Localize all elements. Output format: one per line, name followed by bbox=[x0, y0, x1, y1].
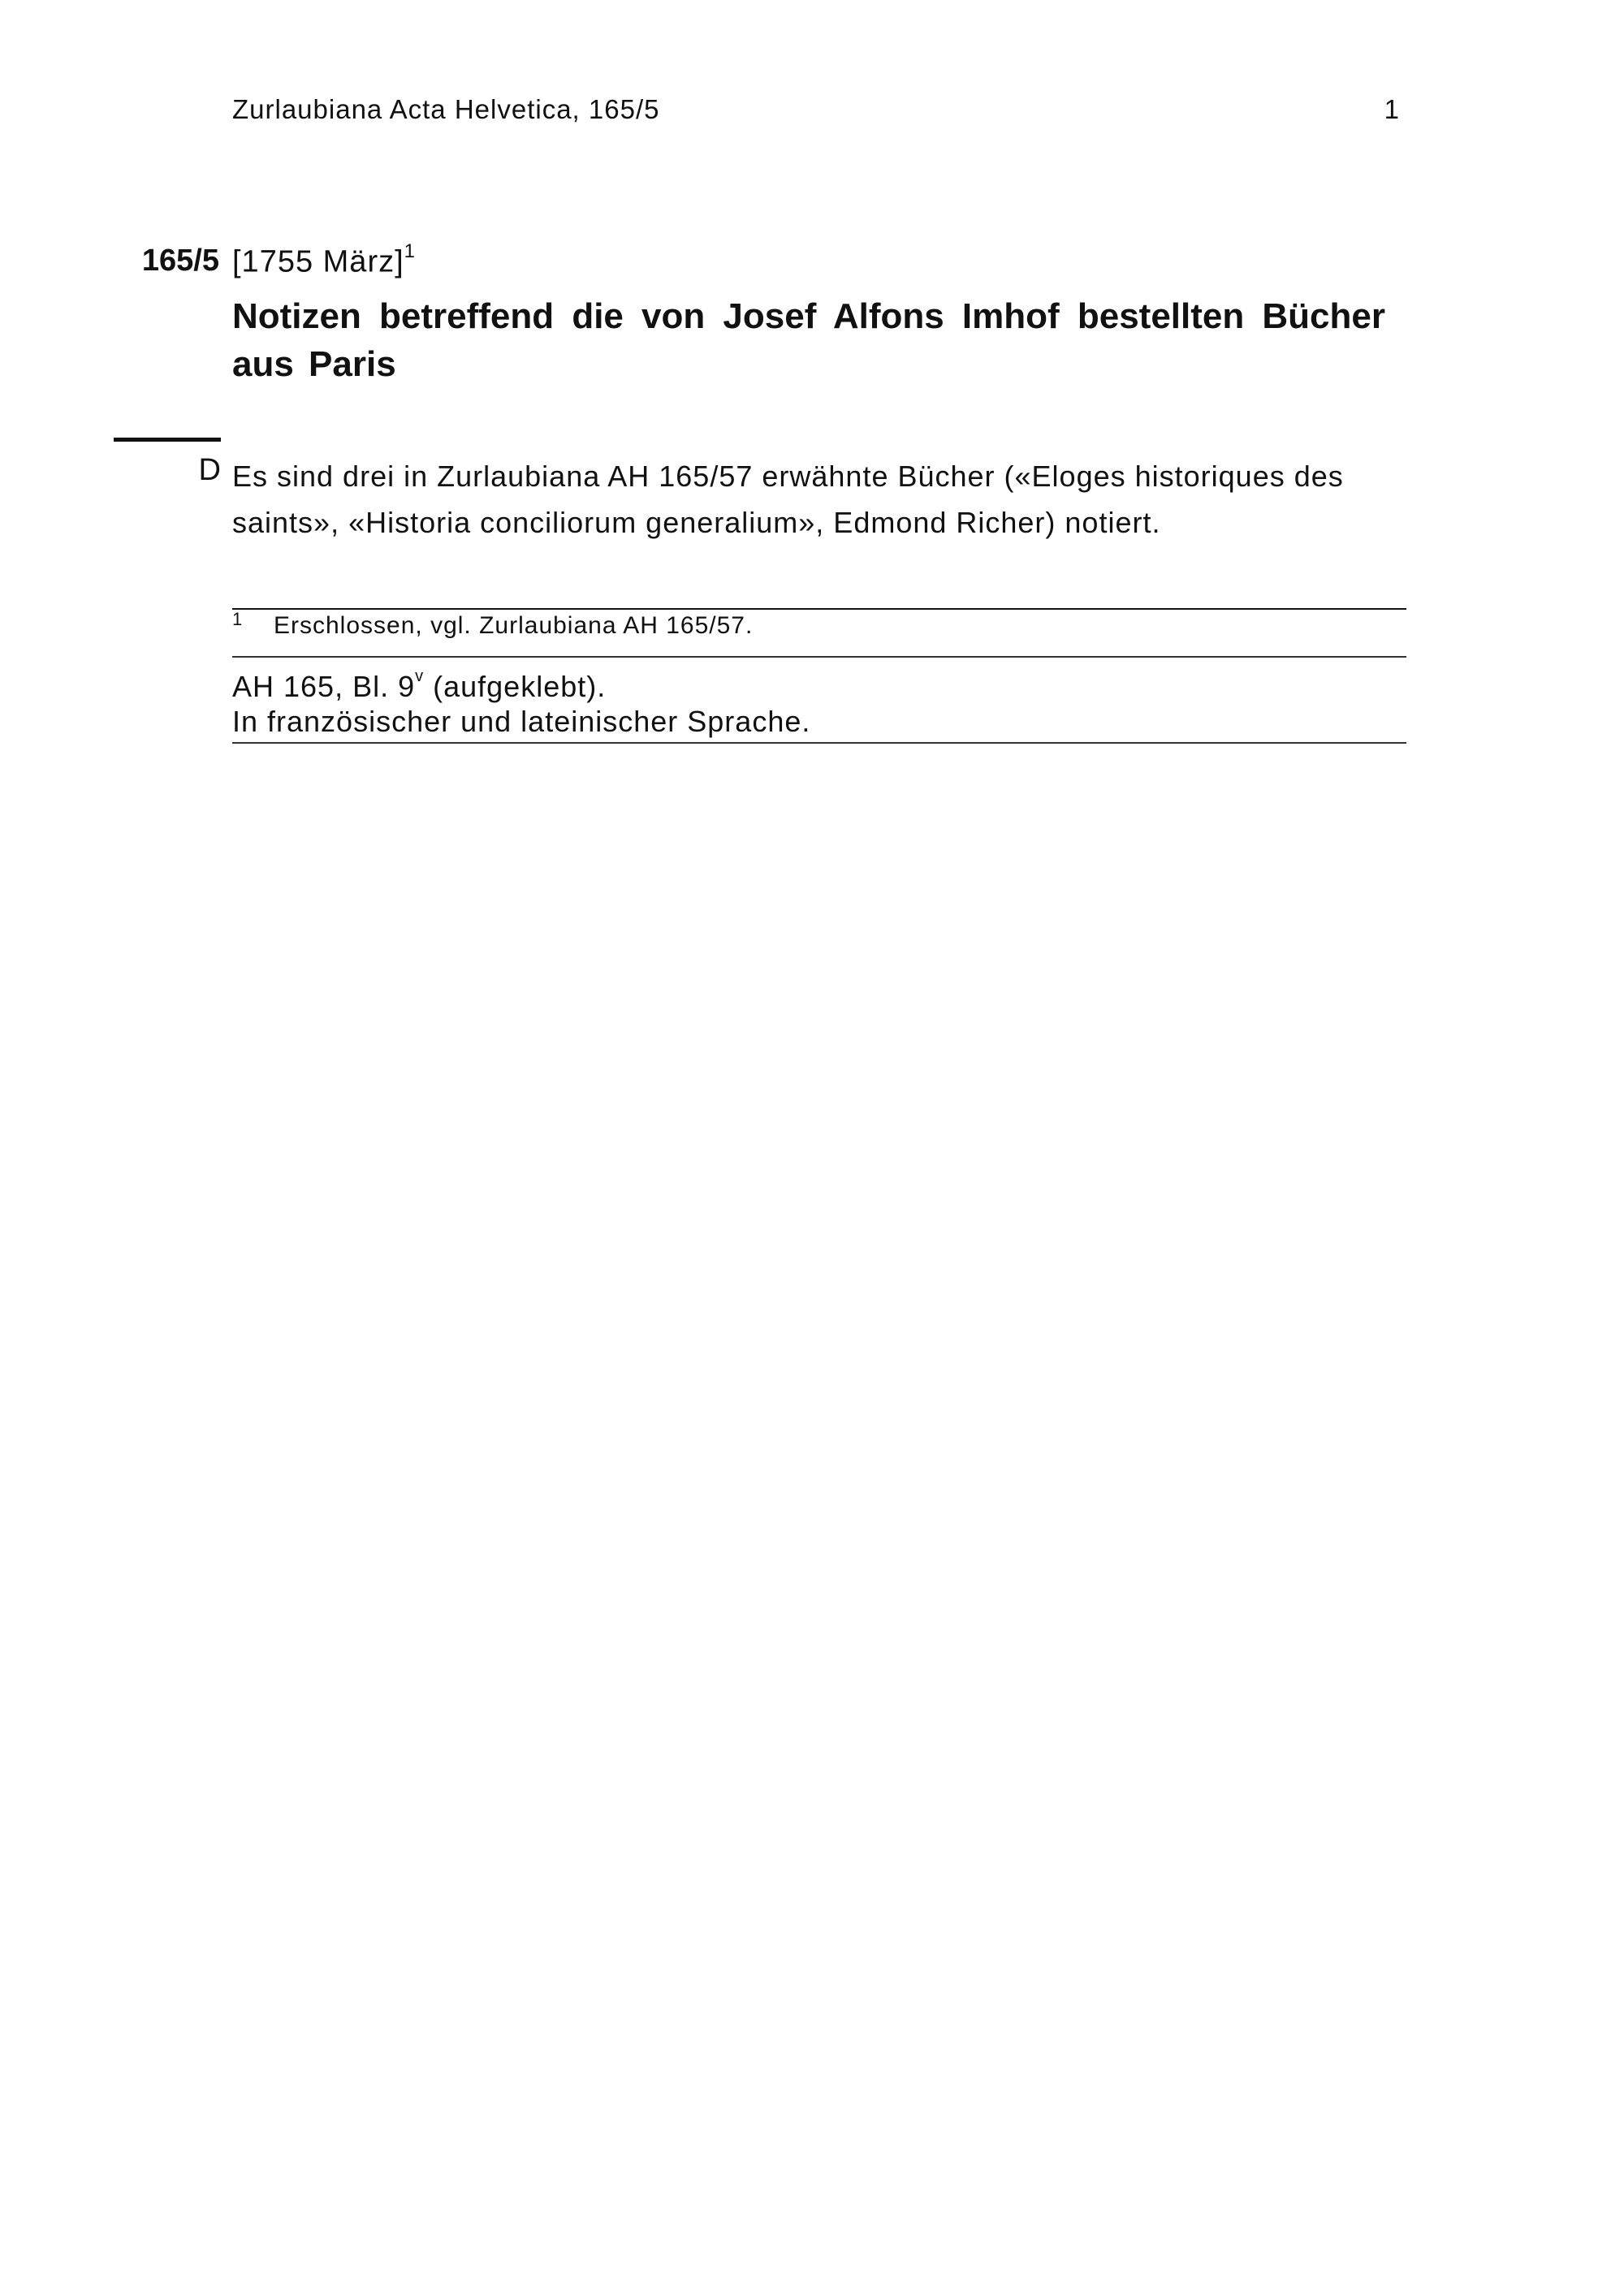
source-line-language: In französischer und lateinischer Sprache. bbox=[232, 705, 811, 738]
running-title: Zurlaubiana Acta Helvetica, 165/5 bbox=[232, 94, 660, 124]
source-shelfmark: AH 165, Bl. 9 bbox=[232, 670, 416, 703]
source-bottom-rule bbox=[232, 742, 1406, 744]
margin-rule bbox=[114, 438, 221, 442]
document-date-text: [1755 März] bbox=[232, 244, 404, 279]
footnote-text: Erschlossen, vgl. Zurlaubiana AH 165/57. bbox=[274, 612, 754, 639]
summary-text: Es sind drei in Zurlaubiana AH 165/57 erwähnte Bücher («Eloges historiques des saints», «Historia conciliorum generalium», Edmond Richer) notiert. bbox=[232, 460, 1344, 539]
document-title: Notizen betreffend die von Josef Alfons Imhof bestellten Bücher aus Paris bbox=[232, 296, 1385, 384]
page-number: 1 bbox=[1384, 94, 1400, 124]
source-divider bbox=[232, 656, 1406, 658]
source-line-shelfmark bbox=[232, 664, 1406, 704]
source-verso-mark: v bbox=[415, 667, 425, 685]
source-condition: (aufgeklebt). bbox=[424, 670, 607, 703]
footnote-reference[interactable]: 1 bbox=[404, 240, 417, 262]
section-letter: D bbox=[198, 453, 221, 487]
footnote-divider bbox=[232, 608, 1406, 610]
footnote-mark: 1 bbox=[232, 609, 244, 629]
document-date bbox=[232, 240, 417, 280]
document-number: 165/5 bbox=[141, 244, 219, 278]
source-block bbox=[232, 664, 1406, 739]
